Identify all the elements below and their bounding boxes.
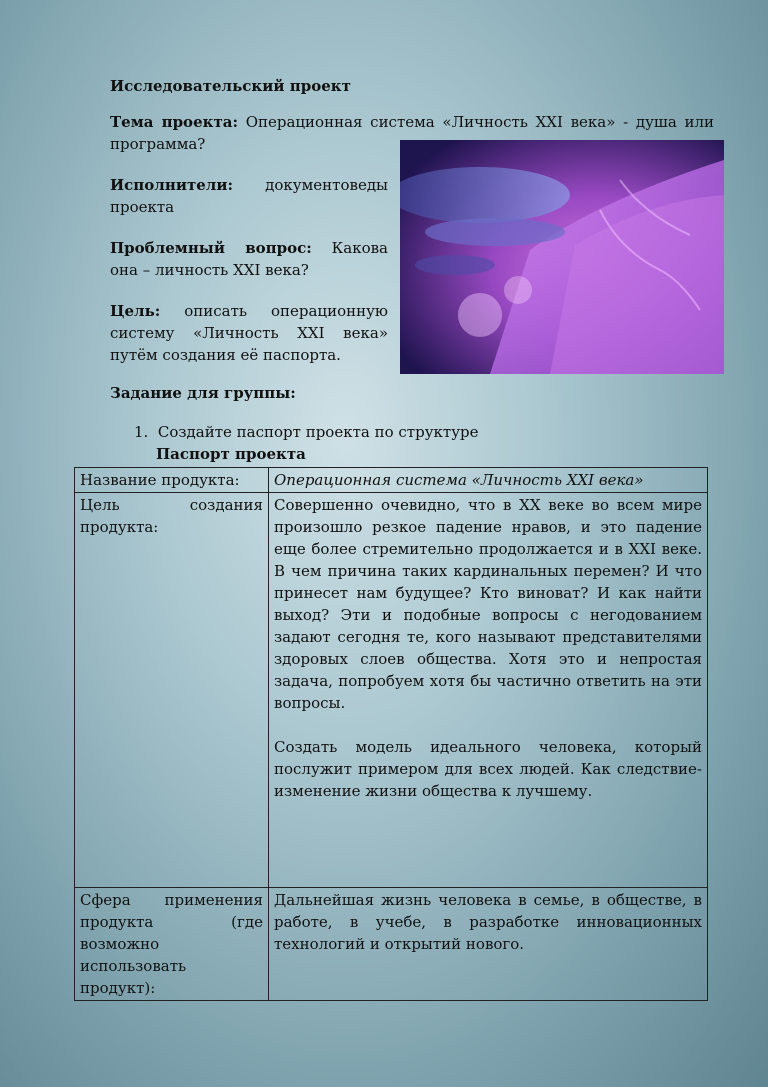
product-goal-value — [269, 493, 708, 888]
list-number: 1. — [134, 423, 149, 441]
passport-uv-photo — [400, 140, 724, 374]
goal-label: Цель: — [110, 302, 161, 320]
passport-title: Паспорт проекта — [156, 445, 306, 463]
application-area-value: Дальнейшая жизнь человека в семье, в обществе, в работе, в учебе, в разработке инновационных технологий и открытий нового. — [269, 888, 708, 1001]
table-row — [75, 493, 708, 888]
product-goal-label: Цель создания продукта: — [75, 493, 269, 888]
passport-table — [74, 467, 708, 1001]
table-row — [75, 888, 708, 1001]
topic-label: Тема проекта: — [110, 113, 238, 131]
product-name-label: Название продукта: — [75, 468, 269, 493]
topic-text: Операционная система «Личность XXI века» - душа или программа? — [110, 113, 714, 153]
question-text: Какова она – личность XXI века? — [110, 239, 388, 279]
table-row — [75, 468, 708, 493]
document-heading: Исследовательский проект — [110, 77, 351, 95]
problem-question — [110, 237, 388, 281]
goal-paragraph-1: Совершенно очевидно, что в XX веке во всем мире произошло резкое падение нравов, и это падение еще более стремительно продолжается и в XXI веке. В чем причина таких кардинальных перемен? И что принесет нам будущее? Кто виноват? И как найти выход? Эти и подобные вопросы с негодованием задают сегодня те, кого называют представителями здоровых слоев общества. Хотя это и непростая задача, попробуем хотя бы частично ответить на эти вопросы. — [274, 496, 702, 712]
task-heading: Задание для группы: — [110, 384, 296, 402]
task-list-item — [134, 421, 479, 443]
performers-label: Исполнители: — [110, 176, 234, 194]
project-performers — [110, 174, 388, 218]
application-area-label: Сфера применения продукта (где возможно использовать продукт): — [75, 888, 269, 1001]
project-goal — [110, 300, 388, 366]
question-label: Проблемный вопрос: — [110, 239, 312, 257]
goal-text: описать операционную систему «Личность XXI века» путём создания её паспорта. — [110, 302, 388, 364]
goal-paragraph-2: Создать модель идеального человека, который послужит примером для всех людей. Как следствие- изменение жизни общества к лучшему. — [274, 738, 702, 800]
list-item-text: Создайте паспорт проекта по структуре — [157, 423, 479, 441]
product-name-value: Операционная система «Личность XXI века» — [269, 468, 708, 493]
performers-text: документоведы проекта — [110, 176, 388, 216]
